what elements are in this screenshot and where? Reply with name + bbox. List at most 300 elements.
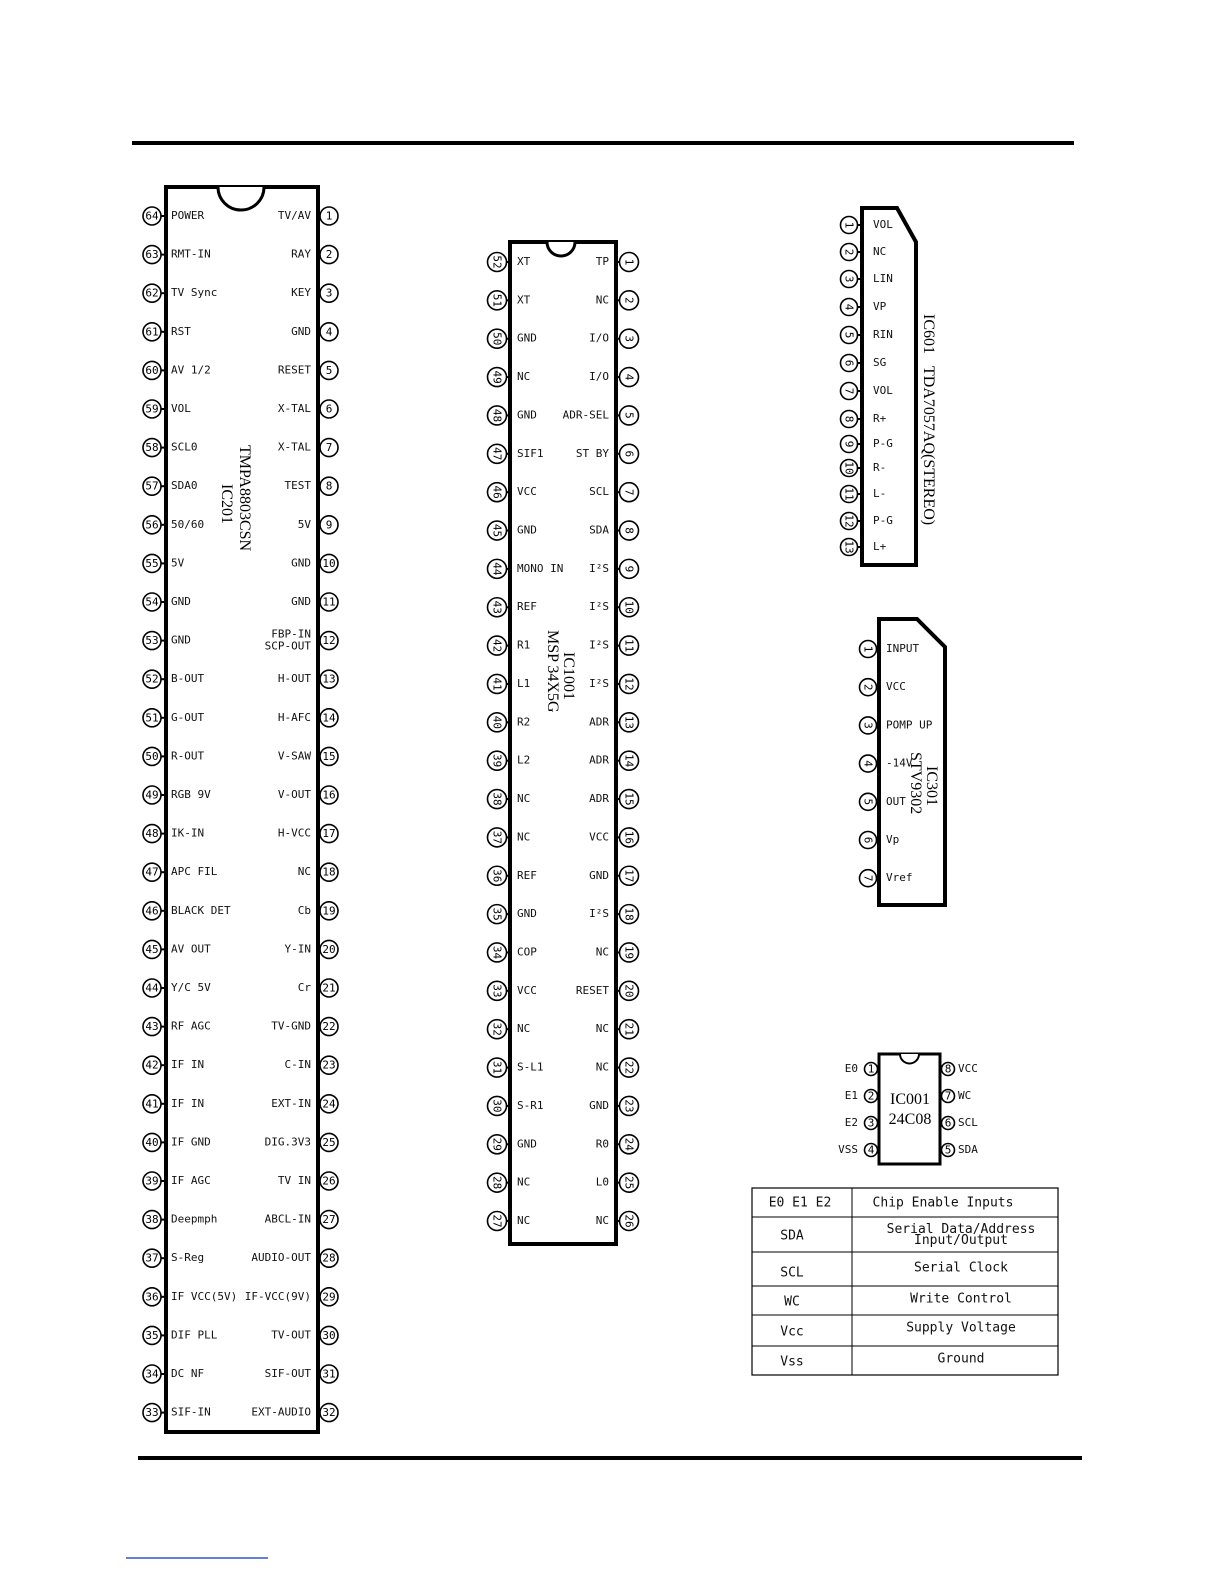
ic201-pin-label-if-vcc-5v: IF VCC(5V)	[171, 1289, 238, 1303]
ic201-pin-number: 41	[145, 1097, 159, 1111]
ic201-pin-label-if-in: IF IN	[171, 1096, 205, 1110]
ic201-pin-56	[143, 516, 204, 534]
ic1001-pin-16	[589, 828, 638, 847]
ic201-pin-label-h-afc: H-AFC	[277, 710, 311, 724]
ic001-pin-label-vcc: VCC	[958, 1062, 978, 1075]
ic001-pin-label-sda: SDA	[958, 1143, 978, 1156]
ic201-pin-28	[251, 1249, 338, 1267]
ic1001-pin-17	[589, 866, 638, 885]
ic1001-pin-47	[488, 444, 544, 463]
ic201-pin-number: 39	[145, 1174, 159, 1188]
ic1001-pin-9	[589, 559, 638, 578]
ic201-pin-16	[278, 786, 338, 804]
ic601-pin-label-vol: VOL	[873, 218, 893, 231]
ic201-pin-27	[265, 1211, 338, 1229]
ic001-pin-number: 8	[944, 1062, 952, 1076]
ic1001-pin-46	[488, 483, 537, 502]
table-signal: Vss	[780, 1354, 804, 1370]
ic201-pin-15	[278, 747, 338, 765]
ic601-pin-number: 5	[842, 331, 856, 339]
ic1001-pin-number: 13	[622, 715, 636, 729]
ic1001-pin-number: 1	[622, 258, 636, 266]
ic201-pin-number: 33	[145, 1406, 159, 1420]
ic1001-pin-35	[488, 905, 537, 924]
ic001-pin-number: 3	[867, 1116, 875, 1130]
ic1001-pin-number: 40	[490, 715, 504, 729]
ic201-pin-42	[143, 1056, 204, 1074]
ic1001-pin-label-st-by: ST BY	[575, 446, 609, 460]
ic301-pin-number: 1	[861, 645, 875, 653]
ic1001-pin-45	[488, 521, 537, 540]
ic601-pin-label-sg: SG	[873, 356, 887, 369]
ic201-pin-label-x-tal: X-TAL	[277, 402, 311, 415]
ic201-pin-14	[278, 709, 338, 727]
ic201-pin-number: 62	[145, 286, 159, 300]
ic1001-pin-label-cop: COP	[517, 945, 537, 959]
ic1001-pin-number: 46	[490, 485, 504, 499]
ic1001-pin-number: 6	[622, 450, 636, 458]
ic201-pin-label-ext-in: EXT-IN	[271, 1096, 311, 1110]
ic1001-pin-label-i-s: I²S	[589, 561, 609, 575]
ic201-pin-label-ray: RAY	[291, 247, 311, 261]
ic201-pin-number: 60	[145, 363, 159, 377]
ic201-pin-number: 3	[325, 286, 333, 300]
ic201-pin-35	[143, 1326, 218, 1344]
ic201-pin-label-gnd: GND	[171, 633, 191, 647]
ic1001-pin-label-mono-in: MONO IN	[517, 561, 564, 575]
ic1001-pin-4	[589, 368, 638, 387]
ic1001-pin-number: 18	[622, 907, 636, 921]
ic1001-pin-label-vcc: VCC	[517, 485, 537, 499]
ic201-pin-label-dif-pll: DIF PLL	[171, 1328, 218, 1342]
ic201-pin-label-dc-nf: DC NF	[171, 1367, 205, 1380]
ic1001-pin-number: 7	[622, 488, 636, 496]
ic201-pin-label-test: TEST	[284, 479, 311, 493]
pin-function-table	[752, 1188, 1058, 1375]
ic601-pin-9	[841, 436, 893, 453]
ic201-pin-number: 13	[322, 672, 336, 686]
ic201-pin-13	[278, 670, 338, 688]
ic1001-pin-31	[488, 1058, 544, 1077]
ic201-pin-number: 64	[145, 209, 159, 223]
ic201-pin-label-rst: RST	[171, 324, 191, 338]
ic1001-pin-8	[589, 521, 638, 540]
ic201-pin-20	[285, 940, 339, 958]
ic1001-pin-number: 36	[490, 869, 504, 883]
ic201-pin-number: 47	[145, 865, 159, 879]
ic201-pin-label-vol: VOL	[171, 402, 191, 415]
ic1001-pin-label-gnd: GND	[517, 331, 537, 345]
ic301-chip	[860, 619, 946, 905]
ic201-pin-number: 8	[325, 479, 333, 493]
table-description: Chip Enable Inputs	[872, 1195, 1014, 1211]
ic001-pin-label-vss: VSS	[838, 1143, 858, 1156]
ic201-pin-label-ext-audio: EXT-AUDIO	[251, 1405, 311, 1419]
ic601-pin-number: 4	[842, 303, 856, 311]
ic201-pin-41	[143, 1095, 204, 1113]
ic1001-pin-label-nc: NC	[595, 293, 609, 307]
ic201-pin-number: 12	[322, 634, 336, 648]
ic1001-pin-label-sda: SDA	[589, 523, 609, 537]
ic201-pin-number: 5	[325, 363, 333, 377]
ic201-pin-number: 59	[145, 402, 159, 416]
ic1001-pin-label-gnd: GND	[589, 1098, 609, 1112]
ic001-pin-label-e0: E0	[844, 1062, 858, 1075]
ic201-pin-number: 48	[145, 827, 159, 841]
ic201-pin-label-v-saw: V-SAW	[277, 749, 311, 763]
ic301-ref-label: IC301	[923, 766, 940, 806]
ic1001-pin-number: 32	[490, 1022, 504, 1036]
ic201-pin-number: 56	[145, 518, 159, 532]
ic1001-pin-label-l2: L2	[517, 753, 531, 767]
ic201-pin-37	[143, 1249, 204, 1267]
ic201-pin-number: 63	[145, 248, 159, 262]
table-row	[780, 1321, 1016, 1340]
ic201-pin-number: 16	[322, 788, 336, 802]
ic1001-pin-label-r0: R0	[595, 1137, 609, 1151]
ic001-pin-label-e1: E1	[844, 1089, 858, 1102]
ic1001-pin-number: 22	[622, 1060, 636, 1075]
ic001-chip	[838, 1054, 978, 1164]
ic1001-pin-number: 25	[622, 1176, 636, 1190]
ic1001-pin-50	[488, 329, 537, 348]
ic201-pin-22	[271, 1018, 338, 1036]
ic201-pin-number: 36	[145, 1290, 159, 1304]
ic201-pin-60	[143, 361, 211, 379]
ic301-pin-5	[860, 793, 907, 810]
ic1001-pin-number: 16	[622, 830, 636, 845]
ic201-pin-label-r-out: R-OUT	[171, 749, 205, 763]
ic601-pin-label-p-g: P-G	[873, 514, 893, 527]
ic201-pin-45	[143, 940, 211, 958]
ic1001-pin-label-adr: ADR	[589, 753, 609, 767]
ic201-pin-label-scl0: SCL0	[171, 440, 198, 454]
ic201-pin-label-fbp-in-scp-out: FBP-IN SCP-OUT	[264, 627, 311, 653]
ic1001-pin-label-l1: L1	[517, 676, 531, 690]
ic001-pin-1	[845, 1062, 879, 1076]
ic201-pin-label-tv-av: TV/AV	[277, 209, 311, 222]
ic1001-pin-label-scl: SCL	[589, 485, 609, 499]
ic201-pin-number: 43	[145, 1020, 159, 1034]
ic1001-pin-number: 51	[490, 293, 504, 307]
ic201-pin-32	[251, 1404, 338, 1422]
ic201-pin-label-5v: 5V	[171, 556, 185, 570]
ic1001-pin-label-nc: NC	[517, 1175, 531, 1189]
ic601-pin-3	[841, 271, 893, 288]
ic201-pin-44	[143, 979, 211, 997]
ic201-pin-number: 31	[322, 1367, 336, 1381]
ic001-pin-label-wc: WC	[958, 1089, 972, 1102]
ic1001-pin-number: 17	[622, 869, 636, 883]
ic1001-pin-label-i-s: I²S	[589, 638, 609, 652]
ic201-pin-label-tv-in: TV IN	[277, 1174, 311, 1187]
ic1001-pin-48	[488, 406, 537, 425]
ic1001-pin-number: 8	[622, 527, 636, 534]
ic1001-pin-number: 31	[490, 1060, 504, 1075]
ic601-pin-label-lin: LIN	[873, 272, 893, 285]
ic201-pin-number: 61	[145, 325, 159, 339]
ic001-pin-4	[838, 1143, 879, 1157]
ic1001-pin-number: 21	[622, 1022, 636, 1036]
ic301-pin-number: 4	[861, 760, 875, 767]
ic301-pin-label-pomp-up: POMP UP	[886, 718, 933, 732]
ic1001-pin-number: 30	[490, 1099, 504, 1113]
ic201-pin-number: 45	[145, 942, 159, 956]
ic1001-pin-label-i-o: I/O	[589, 370, 609, 384]
ic201-pin-number: 54	[145, 595, 159, 609]
ic201-pin-43	[143, 1018, 211, 1036]
ic1001-pin-43	[488, 598, 537, 617]
ic201-pin-number: 1	[325, 209, 333, 223]
ic201-pin-49	[143, 786, 211, 804]
ic1001-pin-number: 19	[622, 945, 636, 960]
ic1001-pin-label-xt: XT	[517, 293, 531, 307]
ic601-ref-label: IC601	[920, 314, 937, 354]
ic201-pin-40	[143, 1133, 211, 1151]
ic601-pin-7	[841, 383, 894, 400]
ic1001-pin-11	[589, 636, 638, 655]
ic201-pin-number: 24	[322, 1097, 336, 1111]
ic201-pin-64	[143, 207, 204, 225]
ic301-pin-label-input: INPUT	[886, 642, 920, 655]
ic001-pin-8	[940, 1062, 978, 1076]
ic1001-pin-label-s-l1: S-L1	[517, 1060, 544, 1074]
ic601-pin-12	[841, 513, 893, 530]
ic1001-pin-label-nc: NC	[517, 1214, 531, 1227]
ic1001-pin-label-r1: R1	[517, 638, 531, 652]
ic201-pin-39	[143, 1172, 211, 1190]
ic1001-pin-label-nc: NC	[595, 1022, 609, 1036]
ic1001-pin-number: 35	[490, 907, 504, 921]
ic1001-pin-number: 12	[622, 677, 636, 691]
ic1001-pin-7	[589, 483, 638, 502]
ic201-pin-label-sif-out: SIF-OUT	[264, 1367, 311, 1380]
ic1001-pin-label-i-s: I²S	[589, 907, 609, 921]
ic001-pin-2	[845, 1089, 879, 1103]
ic201-pin-12	[265, 628, 338, 653]
ic1001-pin-label-vcc: VCC	[517, 983, 537, 997]
ic201-pin-3	[291, 284, 338, 302]
ic201-pin-number: 44	[145, 981, 159, 995]
ic201-pin-31	[265, 1365, 338, 1383]
ic1001-pin-number: 52	[490, 255, 504, 269]
table-row	[780, 1352, 984, 1370]
ic1001-pin-label-r2: R2	[517, 715, 531, 729]
ic201-pin-label-power: POWER	[171, 209, 205, 222]
ic301-part-label: STV9302	[907, 752, 924, 815]
ic601-pin-number: 11	[842, 487, 856, 501]
ic1001-pin-number: 44	[490, 562, 504, 576]
ic001-pin-3	[845, 1116, 879, 1130]
ic201-pin-23	[285, 1056, 339, 1074]
ic001-pin-6	[940, 1116, 978, 1130]
ic1001-pin-label-nc: NC	[517, 1022, 531, 1036]
ic601-pin-number: 3	[842, 275, 856, 283]
ic1001-pin-label-gnd: GND	[517, 907, 537, 921]
ic1001-pin-number: 45	[490, 523, 504, 538]
ic301-pin-label-vref: Vref	[886, 871, 913, 885]
ic1001-pin-label-gnd: GND	[517, 523, 537, 537]
ic601-pin-number: 2	[842, 248, 856, 256]
ic1001-pin-label-nc: NC	[595, 1214, 609, 1227]
ic301-pin-label-out: OUT	[886, 794, 906, 808]
ic301-pin-number: 2	[861, 683, 875, 691]
ic201-pin-label-av-1-2: AV 1/2	[171, 363, 211, 377]
ic1001-pin-15	[589, 790, 638, 809]
ic201-pin-52	[143, 670, 204, 688]
ic301-pin-number: 6	[861, 836, 875, 844]
ic201-pin-26	[278, 1172, 338, 1190]
ic201-pin-62	[143, 284, 217, 302]
table-row	[784, 1292, 1012, 1310]
ic1001-pin-18	[589, 905, 638, 924]
ic601-pin-number: 10	[842, 461, 856, 475]
ic001-pin-label-e2: E2	[844, 1116, 858, 1129]
ic1001-part-label: MSP 34X5G	[544, 630, 561, 713]
ic201-pin-6	[278, 400, 338, 418]
ic201-pin-33	[143, 1404, 211, 1422]
ic1001-pin-number: 23	[622, 1099, 636, 1113]
table-description: Serial Data/Address Input/Output	[886, 1221, 1036, 1248]
ic001-pin-number: 5	[944, 1143, 952, 1157]
ic201-pin-number: 23	[322, 1058, 336, 1072]
ic301-pin-label-vcc: VCC	[886, 680, 906, 694]
ic1001-pin-number: 29	[490, 1137, 504, 1151]
ic201-pin-number: 51	[145, 711, 159, 725]
ic1001-pin-number: 43	[490, 600, 504, 614]
ic1001-pin-number: 4	[622, 373, 636, 381]
ic1001-pin-label-nc: NC	[517, 792, 531, 806]
ic1001-pin-36	[488, 866, 537, 885]
ic1001-pin-label-ref: REF	[517, 600, 537, 614]
ic1001-pin-label-xt: XT	[517, 255, 531, 268]
ic1001-pin-label-s-r1: S-R1	[517, 1098, 544, 1112]
ic201-pin-55	[143, 554, 185, 572]
ic201-part-label: TMPA8803CSN	[236, 445, 253, 552]
ic1001-pin-number: 47	[490, 447, 504, 461]
ic601-pin-label-r: R-	[873, 461, 887, 474]
ic201-pin-number: 30	[322, 1328, 336, 1342]
ic1001-pin-29	[488, 1135, 537, 1154]
ic201-pin-36	[143, 1288, 237, 1306]
ic201-pin-48	[143, 825, 204, 843]
ic201-pin-number: 17	[322, 827, 336, 841]
ic1001-pin-44	[488, 559, 564, 578]
ic201-pin-number: 34	[145, 1367, 159, 1381]
ic001-pin-number: 2	[867, 1089, 875, 1103]
ic201-pin-30	[271, 1326, 338, 1344]
ic1001-pin-number: 34	[490, 945, 504, 960]
table-signal: WC	[784, 1294, 800, 1310]
ic201-pin-number: 26	[322, 1174, 336, 1188]
table-signal: SCL	[780, 1265, 804, 1281]
ic201-pin-number: 58	[145, 441, 159, 455]
ic601-pin-label-l: L-	[873, 487, 887, 500]
ic201-pin-label-audio-out: AUDIO-OUT	[251, 1251, 311, 1265]
ic201-pin-34	[143, 1365, 204, 1383]
ic1001-chip	[488, 242, 639, 1244]
ic201-pin-number: 4	[325, 325, 333, 339]
ic601-pin-label-vp: VP	[873, 300, 887, 313]
ic601-pin-label-l: L+	[873, 540, 887, 553]
ic201-pin-label-5v: 5V	[297, 517, 311, 531]
ic1001-pin-label-nc: NC	[595, 945, 609, 959]
ic201-pin-29	[245, 1288, 338, 1306]
ic201-pin-17	[278, 825, 338, 843]
ic201-pin-label-b-out: B-OUT	[171, 672, 205, 686]
ic601-pin-number: 6	[842, 359, 856, 367]
ic201-pin-47	[143, 863, 218, 881]
ic1001-pin-number: 15	[622, 792, 636, 806]
ic001-pin-number: 4	[867, 1143, 875, 1157]
ic001-ref-label: IC001	[890, 1091, 930, 1108]
table-row	[769, 1196, 1014, 1211]
ic201-pin-label-tv-sync: TV Sync	[171, 286, 218, 300]
ic601-pin-5	[841, 327, 893, 344]
ic1001-pin-13	[589, 713, 638, 732]
ic201-pin-2	[291, 246, 338, 264]
ic201-pin-label-x-tal: X-TAL	[277, 440, 311, 454]
ic201-pin-label-y-c-5v: Y/C 5V	[171, 981, 211, 994]
table-description: Write Control	[910, 1291, 1012, 1307]
ic001-part-label: 24C08	[888, 1111, 932, 1128]
ic601-pin-number: 1	[842, 221, 856, 229]
ic1001-pin-label-sif1: SIF1	[517, 446, 544, 460]
ic301-pin-label-vp: Vp	[886, 833, 900, 846]
ic301-pin-number: 3	[861, 722, 875, 729]
table-description: Serial Clock	[914, 1260, 1008, 1276]
ic201-pin-number: 22	[322, 1020, 336, 1034]
ic201-pin-number: 57	[145, 479, 159, 493]
ic1001-pin-6	[576, 444, 639, 463]
ic201-pin-label-nc: NC	[297, 865, 311, 879]
ic201-pin-46	[143, 902, 231, 920]
ic1001-pin-label-i-s: I²S	[589, 676, 609, 690]
ic1001-pin-number: 2	[622, 297, 636, 304]
ic201-pin-label-abcl-in: ABCL-IN	[264, 1212, 311, 1226]
ic201-pin-label-rf-agc: RF AGC	[171, 1019, 211, 1033]
ic201-pin-label-if-agc: IF AGC	[171, 1174, 211, 1187]
table-description: Supply Voltage	[906, 1320, 1016, 1336]
ic1001-pin-label-gnd: GND	[517, 1137, 537, 1151]
ic1001-pin-number: 42	[490, 638, 504, 653]
ic201-pin-1	[278, 207, 338, 225]
ic601-pin-number: 7	[842, 387, 856, 395]
ic201-pin-label-ik-in: IK-IN	[171, 826, 205, 840]
ic601-pin-label-nc: NC	[873, 245, 887, 258]
ic1001-pin-number: 24	[622, 1137, 636, 1151]
ic201-pin-number: 53	[145, 634, 159, 648]
ic201-pin-number: 35	[145, 1328, 159, 1342]
ic201-pin-label-if-gnd: IF GND	[171, 1135, 211, 1149]
ic201-pin-label-av-out: AV OUT	[171, 942, 211, 956]
ic201-pin-label-black-det: BLACK DET	[171, 903, 231, 917]
table-row	[780, 1222, 1035, 1248]
ic201-pin-label-h-vcc: H-VCC	[277, 826, 311, 840]
table-signal: Vcc	[780, 1324, 804, 1340]
ic201-pin-24	[271, 1095, 338, 1113]
ic201-pin-label-gnd: GND	[291, 595, 311, 608]
ic201-pin-number: 46	[145, 904, 159, 918]
ic1001-pin-number: 28	[490, 1176, 504, 1190]
ic1001-pin-number: 14	[622, 754, 636, 768]
ic201-pin-4	[291, 323, 338, 341]
ic201-pin-label-c-in: C-IN	[284, 1058, 311, 1072]
table-signal: SDA	[780, 1228, 804, 1244]
ic601-pin-label-vol: VOL	[873, 384, 893, 397]
ic201-pin-number: 6	[325, 402, 333, 416]
ic001-pin-number: 1	[867, 1062, 875, 1076]
